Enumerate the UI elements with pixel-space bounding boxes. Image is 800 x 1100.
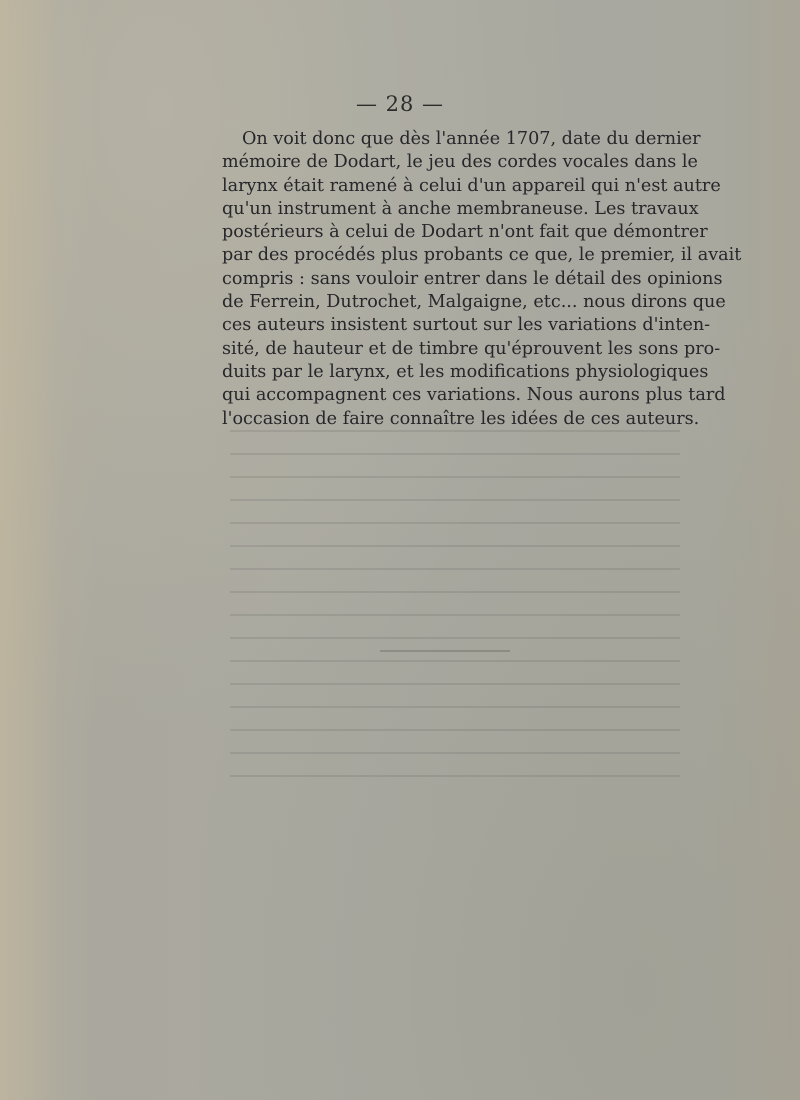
page-edge-shadow (0, 0, 60, 1100)
text-line: qui accompagnent ces variations. Nous aurons plus tard (222, 385, 726, 406)
text-line: mémoire de Dodart, le jeu des cordes vocales dans le (222, 152, 698, 173)
text-line: ces auteurs insistent surtout sur les variations d'inten- (222, 315, 711, 336)
text-line: par des procédés plus probants ce que, le premier, il avait (222, 245, 742, 266)
text-line: duits par le larynx, et les modifications physiologiques (222, 361, 709, 382)
page-number: — 28 — (355, 92, 445, 116)
text-line: postérieurs à celui de Dodart n'ont fait que démontrer (222, 222, 708, 243)
text-line: qu'un instrument à anche membraneuse. Les travaux (222, 198, 699, 219)
text-line: On voit donc que dès l'année 1707, date du dernier (242, 129, 701, 149)
text-line: sité, de hauteur et de timbre qu'éprouvent les sons pro- (222, 338, 721, 359)
text-line: de Ferrein, Dutrochet, Malgaigne, etc... nous dirons que (222, 292, 726, 313)
paragraph (222, 128, 742, 431)
show-through-rule (380, 650, 510, 652)
show-through-text (230, 430, 680, 850)
text-line: compris : sans vouloir entrer dans le détail des opinions (222, 268, 723, 289)
text-line: larynx était ramené à celui d'un appareil qui n'est autre (222, 175, 721, 196)
text-line: l'occasion de faire connaître les idées de ces auteurs. (222, 408, 700, 429)
